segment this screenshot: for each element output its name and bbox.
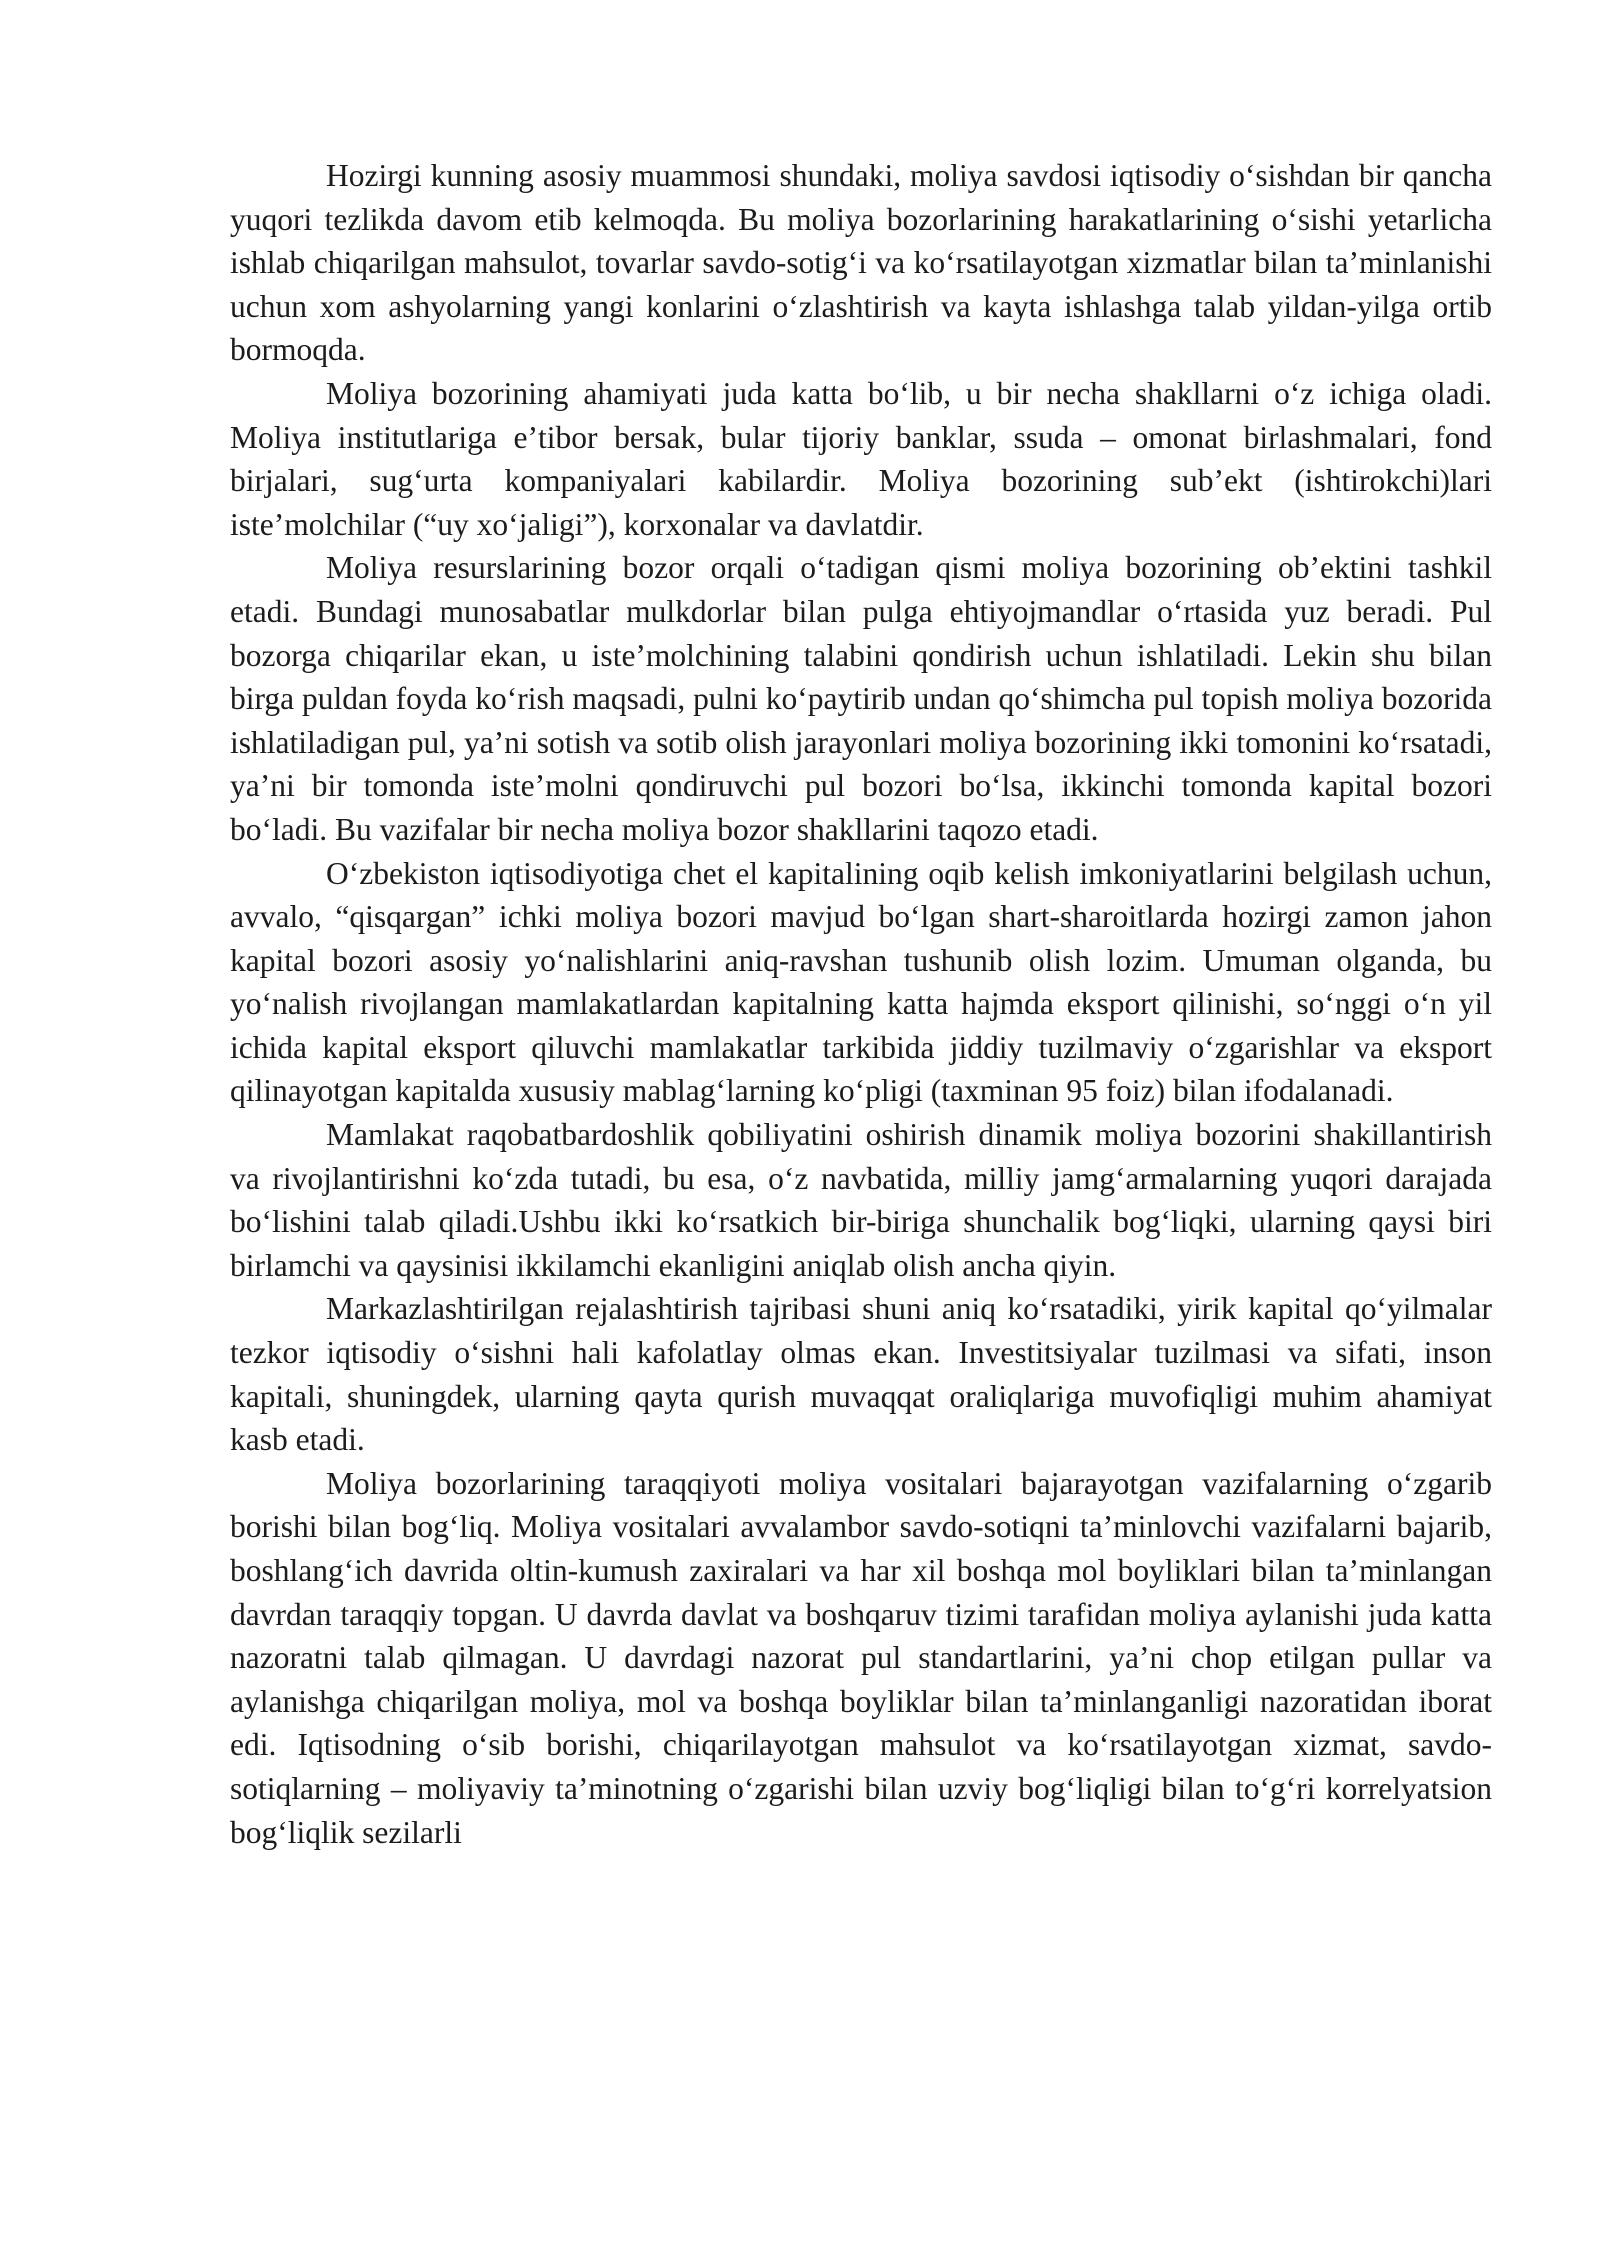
paragraph-6: Markazlashtirilgan rejalashtirish tajribasi shuni aniq koʻrsatadiki, yirik kapital qoʻyilmalar tezkor iqtisodiy oʻsishni hali kafolatlay olmas ekan. Investitsiyalar tuzilmasi va sifati, inson kapitali, shuningdek, ularning qayta qurish muvaqqat oraliqlariga muvofiqligi muhim ahamiyat kasb etadi. <box>230 1291 1492 1458</box>
paragraph-7: Moliya bozorlarining taraqqiyoti moliya vositalari bajarayotgan vazifalarning oʻzgarib borishi bilan bogʻliq. Moliya vositalari avvalambor savdo-sotiqni taʼminlovchi vazifalarni bajarib, boshlangʻich davrida oltin-kumush zaxiralari va har xil boshqa mol boyliklari bilan taʼminlangan davrdan taraqqiy topgan. U davrda davlat va boshqaruv tizimi tarafidan moliya aylanishi juda katta nazoratni talab qilmagan. U davrdagi nazorat pul standartlarini, yaʼni chop etilgan pullar va aylanishga chiqarilgan moliya, mol va boshqa boyliklar bilan taʼminlanganligi nazoratidan iborat edi. Iqtisodning oʻsib borishi, chiqarilayotgan mahsulot va koʻrsatilayotgan xizmat, savdo-sotiqlarning – moliyaviy taʼminotning oʻzgarishi bilan uzviy bogʻliqligi bilan toʻgʻri korrelyatsion bogʻliqlik sezilarli <box>230 1465 1492 1850</box>
paragraph-5: Mamlakat raqobatbardoshlik qobiliyatini oshirish dinamik moliya bozorini shakillantirish va rivojlantirishni koʻzda tutadi, bu esa, oʻz navbatida, milliy jamgʻarmalarning yuqori darajada boʻlishini talab qiladi.Ushbu ikki koʻrsatkich bir-biriga shunchalik bogʻliqki, ularning qaysi biri birlamchi va qaysinisi ikkilamchi ekanligini aniqlab olish ancha qiyin. <box>230 1117 1492 1283</box>
paragraph-1: Hozirgi kunning asosiy muammosi shundaki, moliya savdosi iqtisodiy oʻsishdan bir qancha yuqori tezlikda davom etib kelmoqda. Bu moliya bozorlarining harakatlarining oʻsishi yetarlicha ishlab chiqarilgan mahsulot, tovarlar savdo-sotigʻi va koʻrsatilayotgan xizmatlar bilan taʼminlanishi uchun xom ashyolarning yangi konlarini oʻzlashtirish va kayta ishlashga talab yildan-yilga ortib bormoqda. <box>230 158 1492 368</box>
paragraph-4: Oʻzbekiston iqtisodiyotiga chet el kapitalining oqib kelish imkoniyatlarini belgilash uchun, avvalo, “qisqargan” ichki moliya bozori mavjud boʻlgan shart-sharoitlarda hozirgi zamon jahon kapital bozori asosiy yoʻnalishlarini aniq-ravshan tushunib olish lozim. Umuman olganda, bu yoʻnalish rivojlangan mamlakatlardan kapitalning katta hajmda eksport qilinishi, soʻnggi oʻn yil ichida kapital eksport qiluvchi mamlakatlar tarkibida jiddiy tuzilmaviy oʻzgarishlar va eksport qilinayotgan kapitalda xususiy mablagʻlarning koʻpligi (taxminan 95 foiz) bilan ifodalanadi. <box>230 855 1492 1109</box>
body-text <box>230 154 1492 1854</box>
paragraph-2: Moliya bozorining ahamiyati juda katta boʻlib, u bir necha shakllarni oʻz ichiga oladi. Moliya institutlariga eʼtibor bersak, bular tijoriy banklar, ssuda – omonat birlashmalari, fond birjalari, sugʻurta kompaniyalari kabilardir. Moliya bozorining subʼekt (ishtirokchi)lari isteʼmolchilar (“uy xoʻjaligi”), korxonalar va davlatdir. <box>230 375 1492 542</box>
paragraph-3: Moliya resurslarining bozor orqali oʻtadigan qismi moliya bozorining obʼektini tashkil etadi. Bundagi munosabatlar mulkdorlar bilan pulga ehtiyojmandlar oʻrtasida yuz beradi. Pul bozorga chiqarilar ekan, u isteʼmolchining talabini qondirish uchun ishlatiladi. Lekin shu bilan birga puldan foyda koʻrish maqsadi, pulni koʻpaytirib undan qoʻshimcha pul topish moliya bozorida ishlatiladigan pul, yaʼni sotish va sotib olish jarayonlari moliya bozorining ikki tomonini koʻrsatadi, yaʼni bir tomonda isteʼmolni qondiruvchi pul bozori boʻlsa, ikkinchi tomonda kapital bozori boʻladi. Bu vazifalar bir necha moliya bozor shakllarini taqozo etadi. <box>230 550 1492 847</box>
